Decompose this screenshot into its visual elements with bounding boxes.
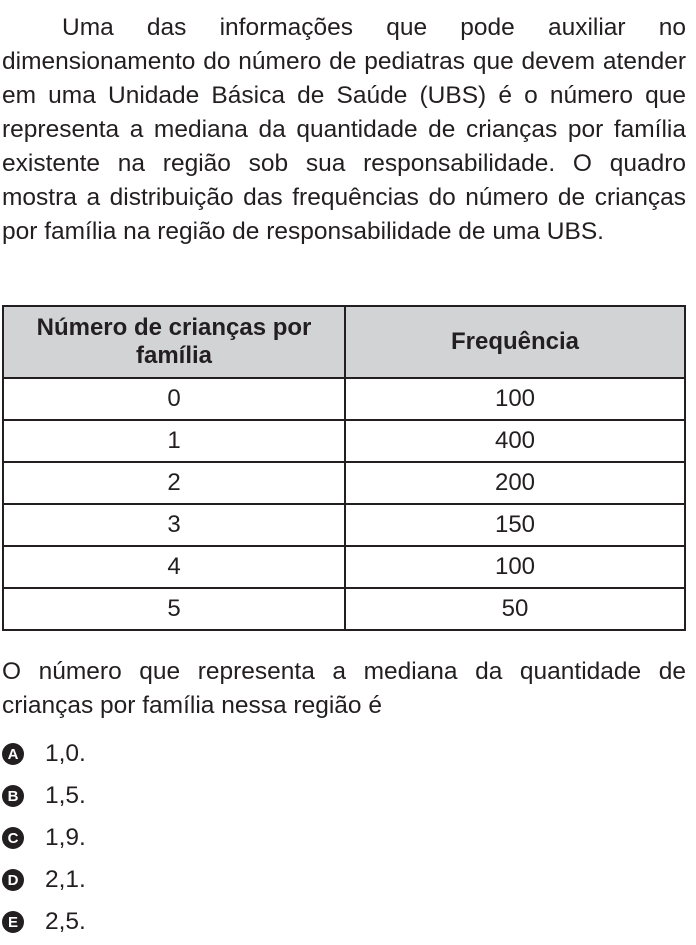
header-frequency: Frequência bbox=[345, 306, 685, 378]
option-e-badge-icon: E bbox=[2, 911, 24, 933]
table-row bbox=[3, 378, 685, 420]
cell-frequency: 100 bbox=[345, 546, 685, 588]
option-c-text: 1,9. bbox=[45, 824, 86, 851]
cell-frequency: 150 bbox=[345, 504, 685, 546]
cell-frequency: 200 bbox=[345, 462, 685, 504]
option-e[interactable] bbox=[2, 901, 402, 943]
table-row bbox=[3, 546, 685, 588]
cell-children: 3 bbox=[3, 504, 345, 546]
cell-children: 5 bbox=[3, 588, 345, 630]
option-e-text: 2,5. bbox=[45, 908, 86, 935]
cell-frequency: 400 bbox=[345, 420, 685, 462]
cell-frequency: 50 bbox=[345, 588, 685, 630]
option-c-badge-icon: C bbox=[2, 827, 24, 849]
header-children-per-family: Número de crianças por família bbox=[3, 306, 345, 378]
table-row bbox=[3, 420, 685, 462]
option-d-badge-icon: D bbox=[2, 869, 24, 891]
cell-children: 0 bbox=[3, 378, 345, 420]
cell-children: 1 bbox=[3, 420, 345, 462]
option-a[interactable] bbox=[2, 733, 402, 775]
option-c[interactable] bbox=[2, 817, 402, 859]
option-a-badge-icon: A bbox=[2, 743, 24, 765]
table-row bbox=[3, 588, 685, 630]
table-row bbox=[3, 462, 685, 504]
option-b-badge-icon: B bbox=[2, 785, 24, 807]
cell-children: 2 bbox=[3, 462, 345, 504]
question-text: Uma das informações que pode auxiliar no dimensionamento do número de pediatras que devem atender em uma Unidade Básica de Saúde (UBS) é o número que representa a mediana da quantidade de crianças por família existente na região sob sua responsabilidade. O quadro mostra a distribuição das frequências do número de crianças por família na região de responsabilidade de uma UBS. bbox=[2, 14, 686, 245]
answer-options bbox=[2, 733, 402, 943]
option-b-text: 1,5. bbox=[45, 782, 86, 809]
option-d-text: 2,1. bbox=[45, 866, 86, 893]
cell-frequency: 100 bbox=[345, 378, 685, 420]
option-b[interactable] bbox=[2, 775, 402, 817]
frequency-table bbox=[2, 305, 686, 631]
question-prompt: O número que representa a mediana da quantidade de crianças por família nessa região é bbox=[2, 658, 686, 719]
option-a-text: 1,0. bbox=[45, 740, 86, 767]
option-d[interactable] bbox=[2, 859, 402, 901]
table-row bbox=[3, 504, 685, 546]
cell-children: 4 bbox=[3, 546, 345, 588]
table-header-row bbox=[3, 306, 685, 378]
